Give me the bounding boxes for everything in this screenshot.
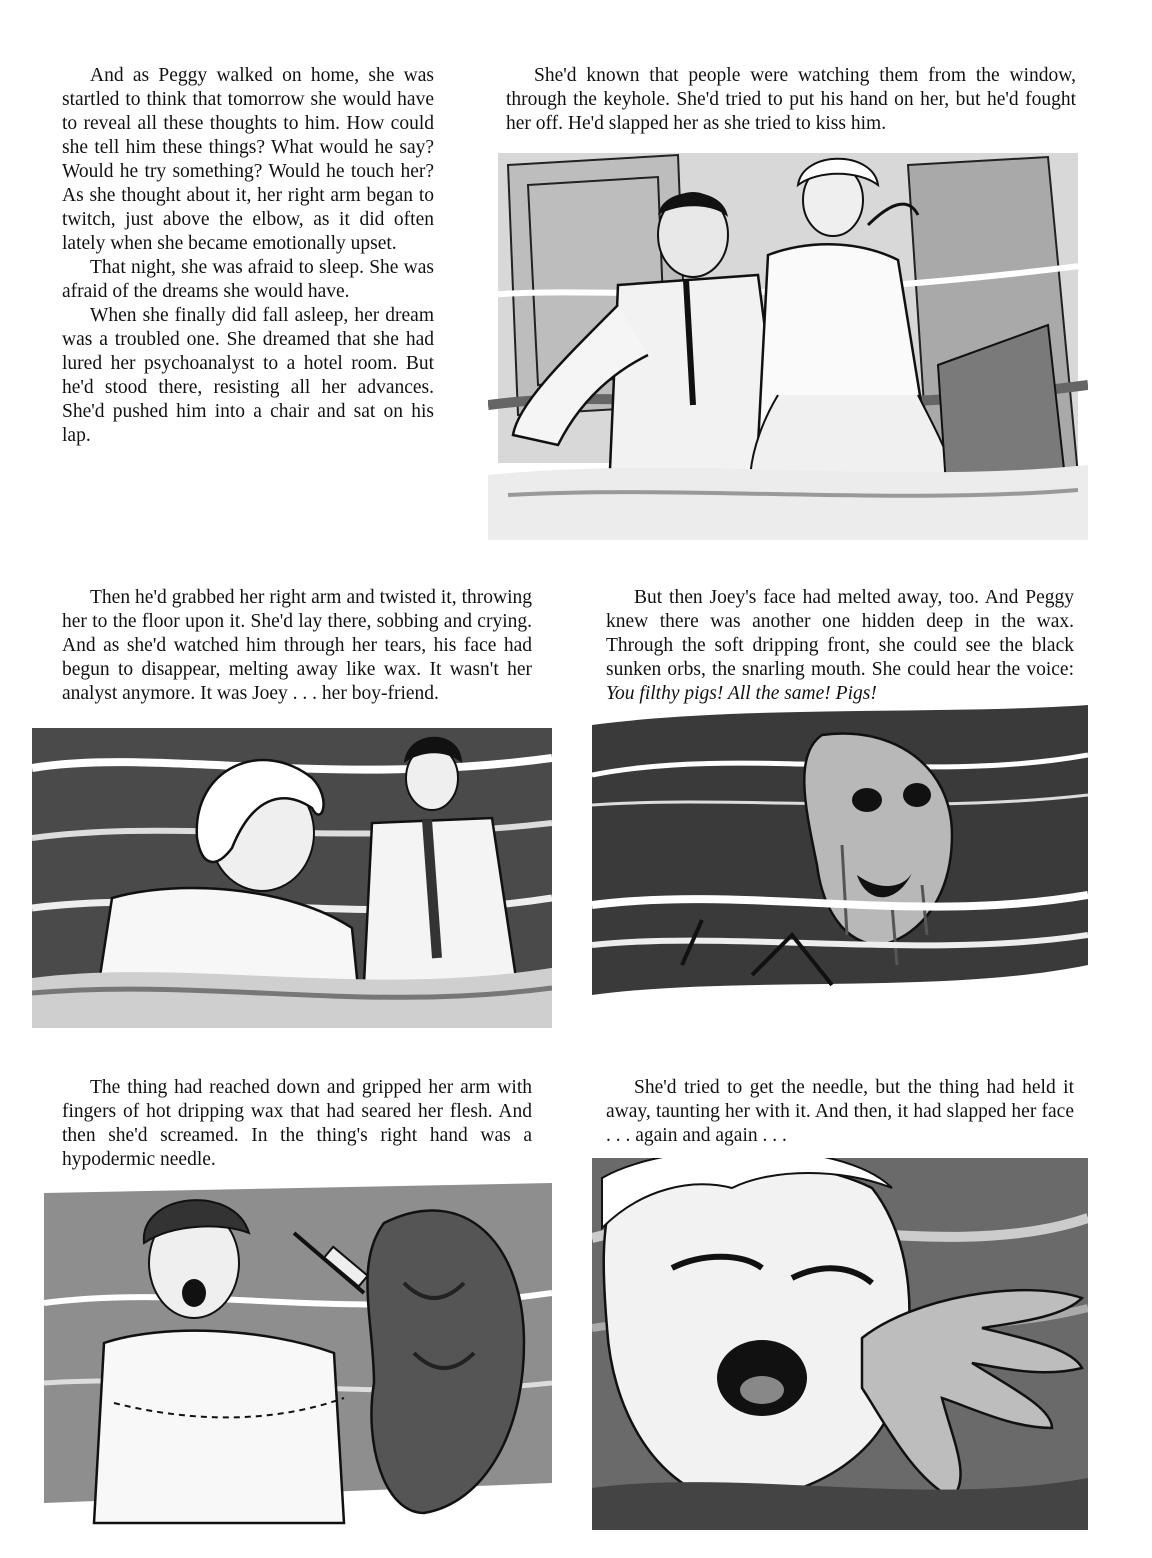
illustration-hotel-room	[488, 145, 1088, 540]
paragraph: When she finally did fall asleep, her dream was a troubled one. She dreamed that she had lured her psychoanalyst to a hotel room. But he'd stood there, resisting all her advances. She'd pushed him into a chair and sat on his lap.	[62, 305, 434, 446]
paragraph: She'd tried to get the needle, but the thing had held it away, taunting her with it. And then, it had slapped her face . . . again and again . . .	[606, 1077, 1074, 1146]
paragraph: That night, she was afraid to sleep. She was afraid of the dreams she would have.	[62, 257, 434, 302]
italic-quote: You filthy pigs! All the same! Pigs!	[606, 683, 877, 704]
illustration-slap	[592, 1158, 1088, 1530]
illustration-hypodermic-needle	[44, 1183, 552, 1525]
story-text-top-left	[62, 64, 434, 448]
illustration-melting-face	[592, 705, 1088, 1025]
story-text-middle-right	[606, 586, 1074, 706]
story-text-middle-left	[62, 586, 532, 706]
paragraph: She'd known that people were watching them from the window, through the keyhole. She'd tried to put his hand on her, but he'd fought her off. He'd slapped her as she tried to kiss him.	[506, 65, 1076, 134]
paragraph: The thing had reached down and gripped her arm with fingers of hot dripping wax that had seared her flesh. And then she'd screamed. In the thing's right hand was a hypodermic needle.	[62, 1077, 532, 1170]
story-text-bottom-right	[606, 1076, 1074, 1148]
illustration-peggy-and-joey	[32, 728, 552, 1028]
story-text-top-right	[506, 64, 1076, 136]
paragraph: And as Peggy walked on home, she was startled to think that tomorrow she would have to reveal all these thoughts to him. How could she tell him these things? What would he say? Would he try something? Would he touch her? As she thought about it, her right arm began to twitch, just above the elbow, as it did often lately when she became emotionally upset.	[62, 65, 434, 254]
story-text-bottom-left	[62, 1076, 532, 1172]
paragraph-text: But then Joey's face had melted away, too. And Peggy knew there was another one hidden deep in the wax. Through the soft dripping front, she could see the black sunken orbs, the snarling mouth. She could hear the voice:	[606, 587, 1074, 680]
paragraph: Then he'd grabbed her right arm and twisted it, throwing her to the floor upon it. She'd lay there, sobbing and crying. And as she'd watched him through her tears, his face had begun to disappear, melting away like wax. It wasn't her analyst anymore. It was Joey . . . her boy-friend.	[62, 587, 532, 704]
paragraph	[606, 586, 1074, 706]
